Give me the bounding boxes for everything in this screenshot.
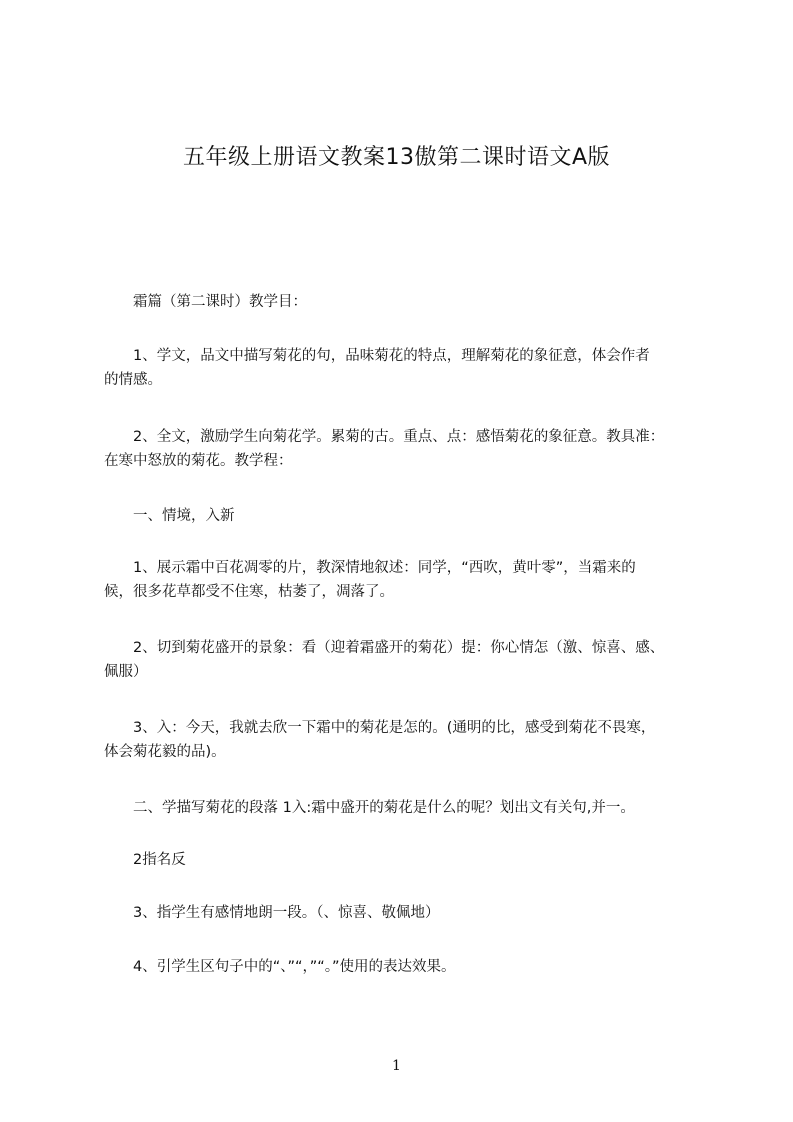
text-line: 2、切到菊花盛开的景象：看（迎着霜盛开的菊花）提：你心情怎（激、惊喜、感、 — [104, 640, 665, 656]
paragraph — [104, 556, 716, 604]
paragraph — [104, 955, 716, 979]
paragraph — [104, 290, 716, 314]
text-line: 候，很多花草都受不住寒，枯萎了，凋落了。 — [104, 584, 394, 600]
paragraph — [104, 848, 716, 872]
text-line: 体会菊花毅的品)。 — [104, 744, 226, 760]
paragraph — [104, 796, 716, 820]
text-line: 4、引学生区句子中的“、”“，”“。”使用的表达效果。 — [104, 959, 456, 975]
paragraph — [104, 344, 716, 392]
text-line: 1、学文，品文中描写菊花的句，品味菊花的特点，理解菊花的象征意，体会作者 — [104, 348, 650, 364]
document-title: 五年级上册语文教案13傲第二课时语文A版 — [182, 145, 611, 170]
text-line: 霜篇（第二课时）教学目： — [104, 294, 307, 310]
paragraph — [104, 716, 716, 764]
text-line: 二、学描写菊花的段落 1入:霜中盛开的菊花是什么的呢？划出文有关句,并一。 — [104, 800, 635, 816]
page-number: 1 — [392, 1058, 401, 1074]
text-line: 2指名反 — [104, 852, 186, 868]
text-line: 在寒中怒放的菊花。教学程： — [104, 453, 293, 469]
paragraph — [104, 901, 716, 925]
text-line: 2、全文，激励学生向菊花学。累菊的古。重点、点：感悟菊花的象征意。教具准： — [104, 429, 665, 445]
paragraph — [104, 504, 716, 528]
text-line: 1、展示霜中百花凋零的片，教深情地叙述：同学，“西吹，黄叶零”，当霜来的 — [104, 560, 636, 576]
text-line: 的情感。 — [104, 372, 162, 388]
paragraph — [104, 425, 716, 473]
paragraph — [104, 636, 716, 684]
text-line: 3、指学生有感情地朗一段。（、惊喜、敬佩地） — [104, 905, 440, 921]
text-line: 一、情境，入新 — [104, 508, 235, 524]
text-line: 3、入：今天，我就去欣一下霜中的菊花是怎的。(通明的比，感受到菊花不畏寒， — [104, 720, 656, 736]
text-line: 佩服） — [104, 664, 148, 680]
